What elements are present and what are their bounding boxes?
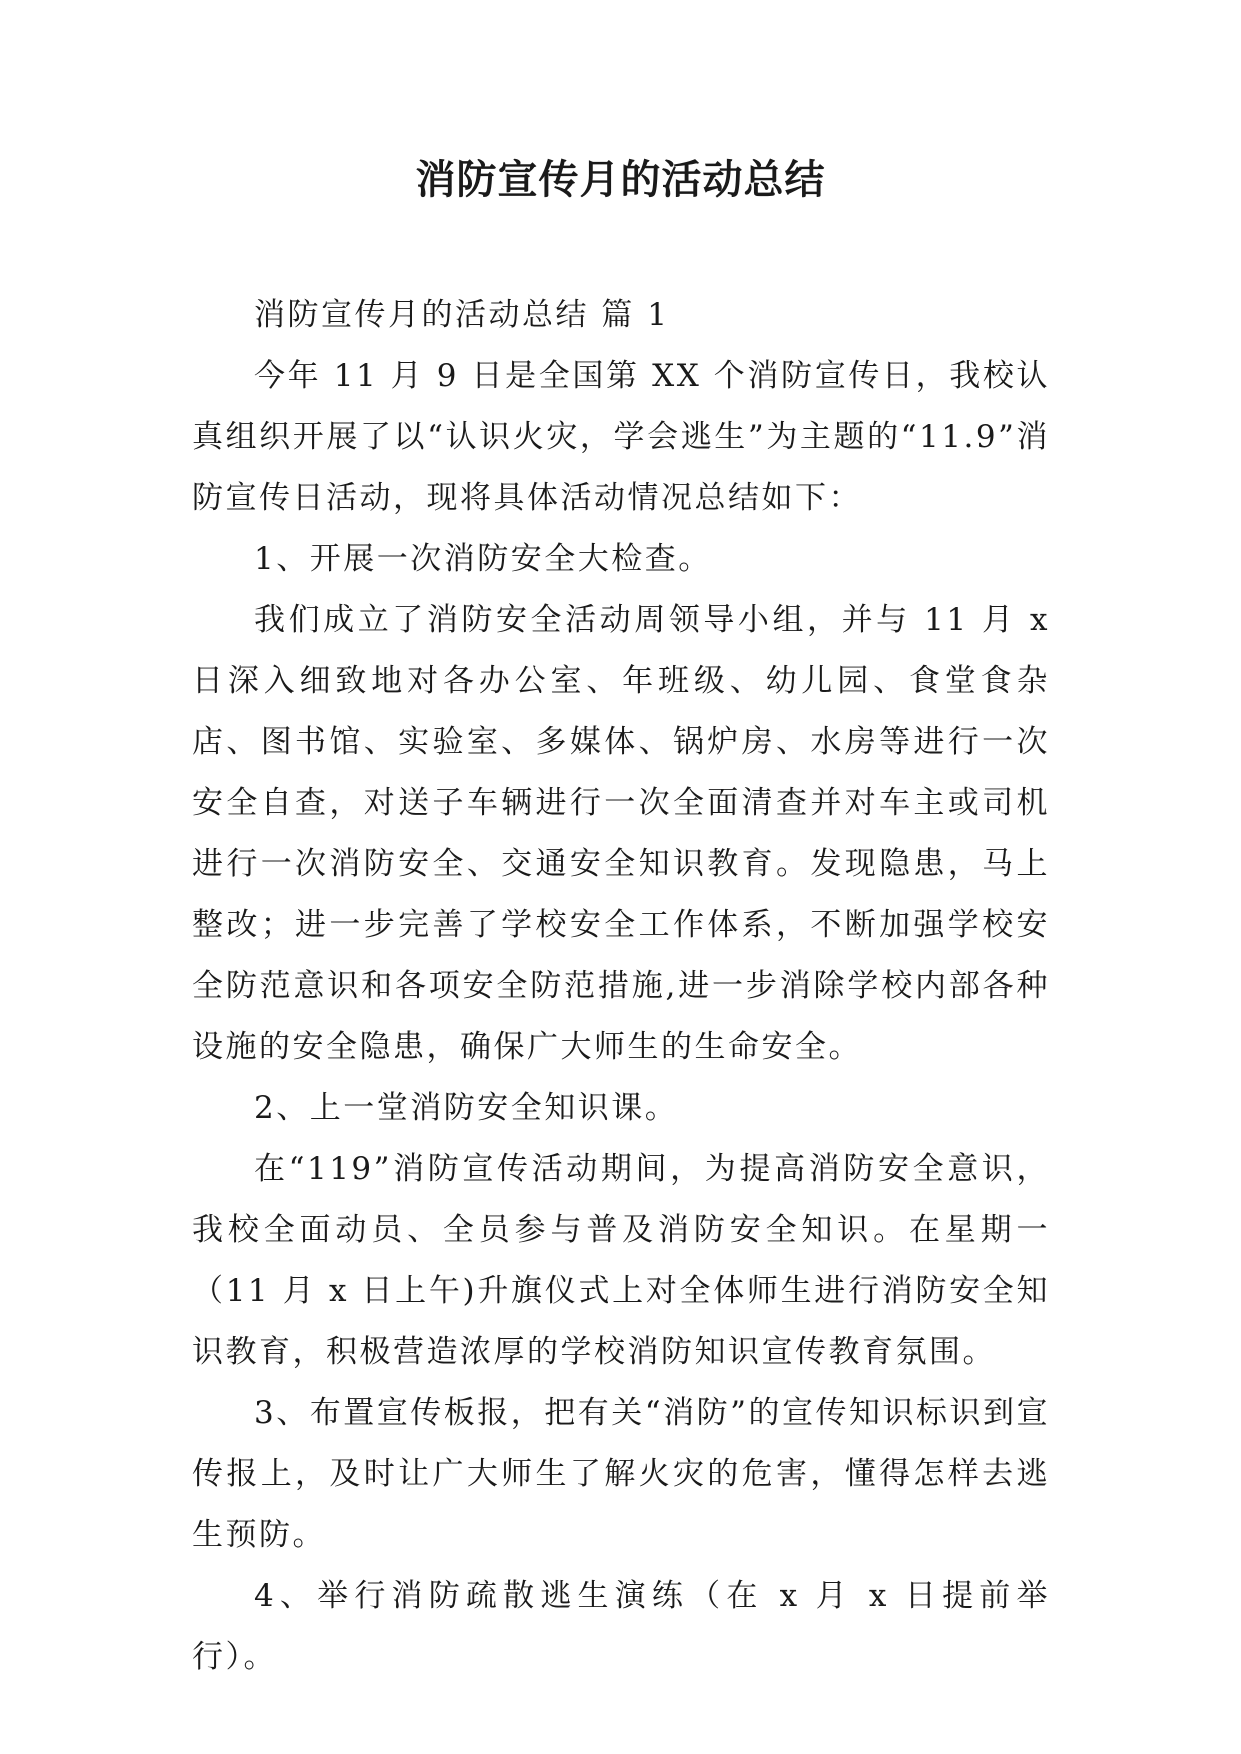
document-title: 消防宣传月的活动总结 bbox=[415, 157, 826, 203]
paragraph-section-heading: 消防宣传月的活动总结 篇 1 bbox=[254, 297, 670, 333]
paragraph-intro: 今年 11 月 9 日是全国第 XX 个消防宣传日，我校认真组织开展了以“认识火灾，学会逃生”为主题的“11.9”消防宣传日活动，现将具体活动情况总结如下： bbox=[192, 358, 1050, 516]
paragraph-item-3: 3、布置宣传板报，把有关“消防”的宣传知识标识到宣传报上，及时让广大师生了解火灾的危害，懂得怎样去逃生预防。 bbox=[192, 1395, 1050, 1553]
document-body bbox=[192, 285, 1050, 1688]
paragraph-item-1-body: 我们成立了消防安全活动周领导小组，并与 11 月 x 日深入细致地对各办公室、年班级、幼儿园、食堂食杂店、图书馆、实验室、多媒体、锅炉房、水房等进行一次安全自查，对送子车辆进行一次全面清查并对车主或司机进行一次消防安全、交通安全知识教育。发现隐患，马上整改；进一步完善了学校安全工作体系，不断加强学校安全防范意识和各项安全防范措施,进一步消除学校内部各种设施的安全隐患，确保广大师生的生命安全。 bbox=[192, 602, 1050, 1065]
paragraph-item-2-heading: 2、上一堂消防安全知识课。 bbox=[254, 1090, 679, 1126]
paragraph-item-2-body: 在“119”消防宣传活动期间，为提高消防安全意识，我校全面动员、全员参与普及消防安全知识。在星期一（11 月 x 日上午)升旗仪式上对全体师生进行消防安全知识教育，积极营造浓厚的学校消防知识宣传教育氛围。 bbox=[192, 1151, 1050, 1370]
paragraph-item-1-heading: 1、开展一次消防安全大检查。 bbox=[254, 541, 712, 577]
paragraph-item-4: 4、举行消防疏散逃生演练（在 x 月 x 日提前举行）。 bbox=[192, 1578, 1050, 1675]
